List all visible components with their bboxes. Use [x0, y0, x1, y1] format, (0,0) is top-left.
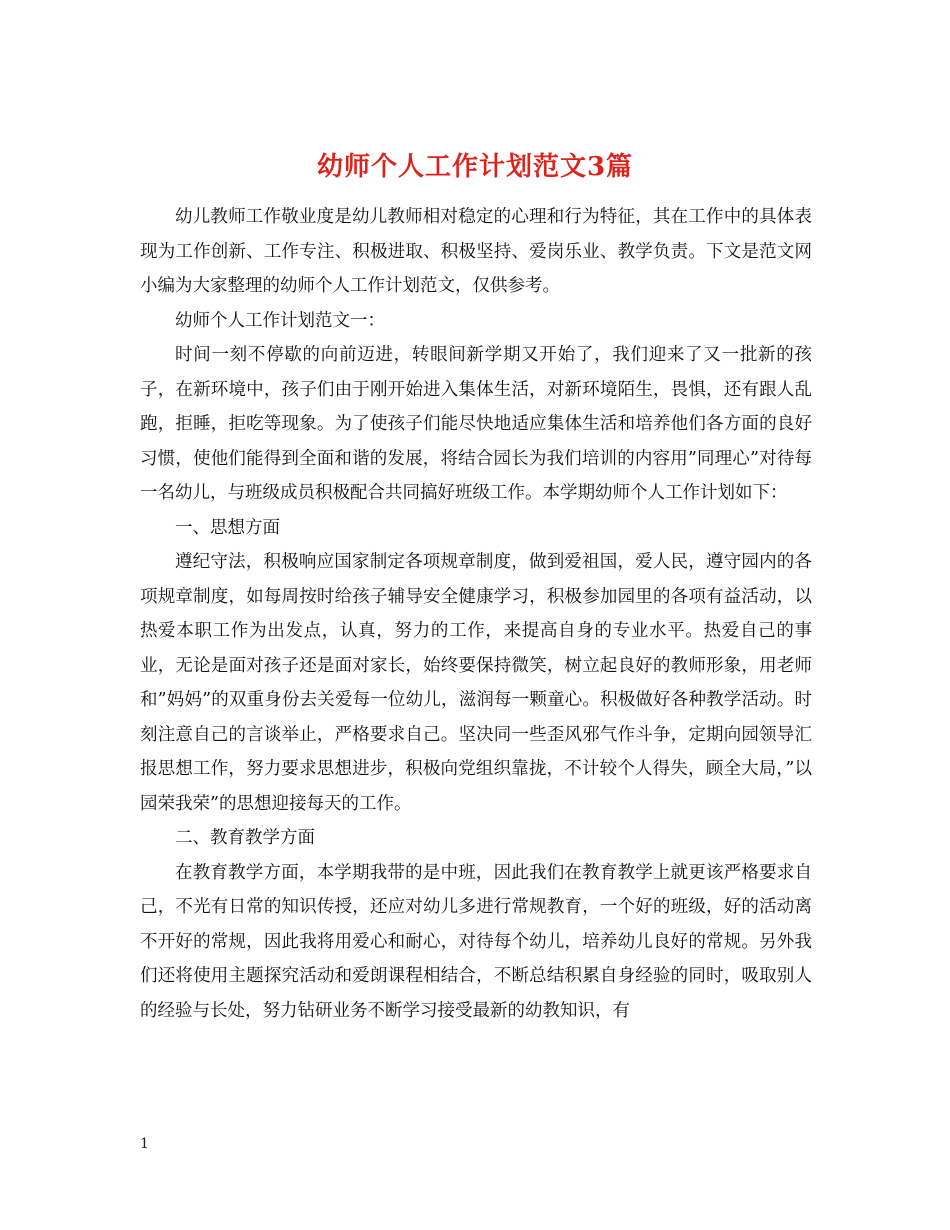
page-number: 1 — [140, 1136, 149, 1152]
paragraph-section-heading-1: 幼师个人工作计划范文一： — [175, 310, 385, 331]
document-body — [140, 200, 812, 1028]
paragraph-intro: 幼儿教师工作敬业度是幼儿教师相对稳定的心理和行为特征，其在工作中的具体表现为工作创新、工作专注、积极进取、积极坚持、爱岗乐业、教学负责。下文是范文网小编为大家整理的幼师个人工作计划范文，仅供参考。 — [140, 207, 812, 296]
paragraph-heading-teaching: 二、教育教学方面 — [175, 828, 315, 848]
paragraph-teaching: 在教育教学方面，本学期我带的是中班，因此我们在教育教学上就更该严格要求自己，不光有日常的知识传授，还应对幼儿多进行常规教育，一个好的班级，好的活动离不开好的常规，因此我将用爱心和耐心，对待每个幼儿，培养幼儿良好的常规。另外我们还将使用主题探究活动和爱朗课程相结合，不断总结积累自身经验的同时，吸取别人的经验与长处，努力钻研业务不断学习接受最新的幼教知识，有 — [140, 862, 812, 1021]
paragraph-thought: 遵纪守法，积极响应国家制定各项规章制度，做到爱祖国，爱人民，遵守园内的各项规章制度，如每周按时给孩子辅导安全健康学习，积极参加园里的各项有益活动，以热爱本职工作为出发点，认真，努力的工作，来提高自身的专业水平。热爱自己的事业，无论是面对孩子还是面对家长，始终要保持微笑，树立起良好的教师形象，用老师和”妈妈”的双重身份去关爱每一位幼儿，滋润每一颗童心。积极做好各种教学活动。时刻注意自己的言谈举止，严格要求自己。坚决同一些歪风邪气作斗争，定期向园领导汇报思想工作，努力要求思想进步，积极向党组织靠拢，不计较个人得失，顾全大局，”以园荣我荣”的思想迎接每天的工作。 — [140, 552, 812, 814]
paragraph-heading-thought: 一、思想方面 — [175, 517, 280, 538]
paragraph-opening: 时间一刻不停歇的向前迈进，转眼间新学期又开始了，我们迎来了又一批新的孩子，在新环境中，孩子们由于刚开始进入集体生活，对新环境陌生，畏惧，还有跟人乱跑，拒睡，拒吃等现象。为了使孩子们能尽快地适应集体生活和培养他们各方面的良好习惯，使他们能得到全面和谐的发展，将结合园长为我们培训的内容用”同理心”对待每一名幼儿，与班级成员积极配合共同搞好班级工作。本学期幼师个人工作计划如下： — [140, 345, 812, 503]
document-title: 幼师个人工作计划范文3篇 — [316, 152, 634, 183]
